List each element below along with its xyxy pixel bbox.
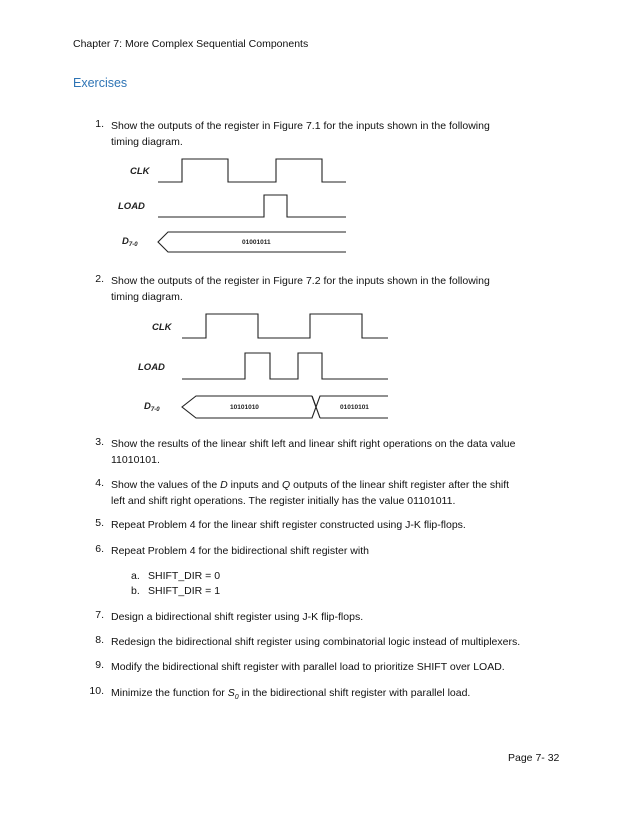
question-3-text xyxy=(111,436,571,468)
subitem-b-text: SHIFT_DIR = 1 xyxy=(148,585,221,597)
question-10-text: Minimize the function for $S_0$ in the bidirectional shift register with parallel load. xyxy=(111,687,471,702)
question-1-line-1: Show the outputs of the register in Figure 7.1 for the inputs shown in the following xyxy=(111,120,490,132)
page-number: Page 7- 32 xyxy=(508,752,560,764)
section-title: Exercises xyxy=(73,76,128,90)
question-9-text: Modify the bidirectional shift register with parallel load to prioritize SHIFT over LOAD. xyxy=(111,661,505,673)
question-9-number: 9. xyxy=(95,659,104,671)
question-3-number: 3. xyxy=(95,436,104,448)
diagram-2-clk-waveform xyxy=(182,314,388,338)
timing-diagram-1 xyxy=(100,152,360,262)
question-7-number: 7. xyxy=(95,609,104,621)
question-6-text: Repeat Problem 4 for the bidirectional shift register with xyxy=(111,545,369,557)
question-3-line-1: Show the results of the linear shift left and linear shift right operations on the data value xyxy=(111,438,516,450)
question-5-text: Repeat Problem 4 for the linear shift register constructed using J-K flip-flops. xyxy=(111,519,466,531)
question-2-text xyxy=(111,273,571,305)
question-7-text: Design a bidirectional shift register using J-K flip-flops. xyxy=(111,611,364,623)
diagram-1-load-waveform xyxy=(158,195,346,217)
question-6-number: 6. xyxy=(95,543,104,555)
subitem-a-letter: a. xyxy=(131,570,140,582)
question-3-line-2: 11010101. xyxy=(111,454,160,466)
diagram-2-load-label: LOAD xyxy=(138,362,165,373)
question-4-line-2: left and shift right operations. The register initially has the value 01101011. xyxy=(111,495,456,507)
diagram-2-bus-value-2: 01010101 xyxy=(340,404,369,411)
question-4-number: 4. xyxy=(95,477,104,489)
question-1-number: 1. xyxy=(95,118,104,130)
question-4-line-1: Show the values of the D inputs and Q outputs of the linear shift register after the shift xyxy=(111,479,510,491)
diagram-2-load-waveform xyxy=(182,353,388,379)
diagram-1-clk-label: CLK xyxy=(130,166,150,177)
timing-diagram-2 xyxy=(130,308,400,428)
question-2-number: 2. xyxy=(95,273,104,285)
diagram-1-clk-waveform xyxy=(158,159,346,182)
subitem-b-letter: b. xyxy=(131,585,140,597)
question-2-line-2: timing diagram. xyxy=(111,291,183,303)
diagram-2-bus-value-1: 10101010 xyxy=(230,404,259,411)
question-4-text xyxy=(111,477,571,509)
chapter-header: Chapter 7: More Complex Sequential Components xyxy=(73,38,309,50)
question-1-text xyxy=(111,118,571,150)
question-8-text: Redesign the bidirectional shift register using combinatorial logic instead of multiplexers. xyxy=(111,636,521,648)
diagram-1-load-label: LOAD xyxy=(118,201,145,212)
diagram-2-bus-cross xyxy=(316,407,320,418)
diagram-1-d-label: $D_{7-0}$ xyxy=(122,236,138,248)
subitem-a-text: SHIFT_DIR = 0 xyxy=(148,570,221,582)
question-1-line-2: timing diagram. xyxy=(111,136,183,148)
question-2-line-1: Show the outputs of the register in Figure 7.2 for the inputs shown in the following xyxy=(111,275,490,287)
diagram-1-bus-value: 01001011 xyxy=(242,239,271,246)
diagram-2-clk-label: CLK xyxy=(152,322,172,333)
question-8-number: 8. xyxy=(95,634,104,646)
diagram-2-d-label: $D_{7-0}$ xyxy=(144,401,160,413)
question-10-number: 10. xyxy=(89,685,104,697)
question-5-number: 5. xyxy=(95,517,104,529)
